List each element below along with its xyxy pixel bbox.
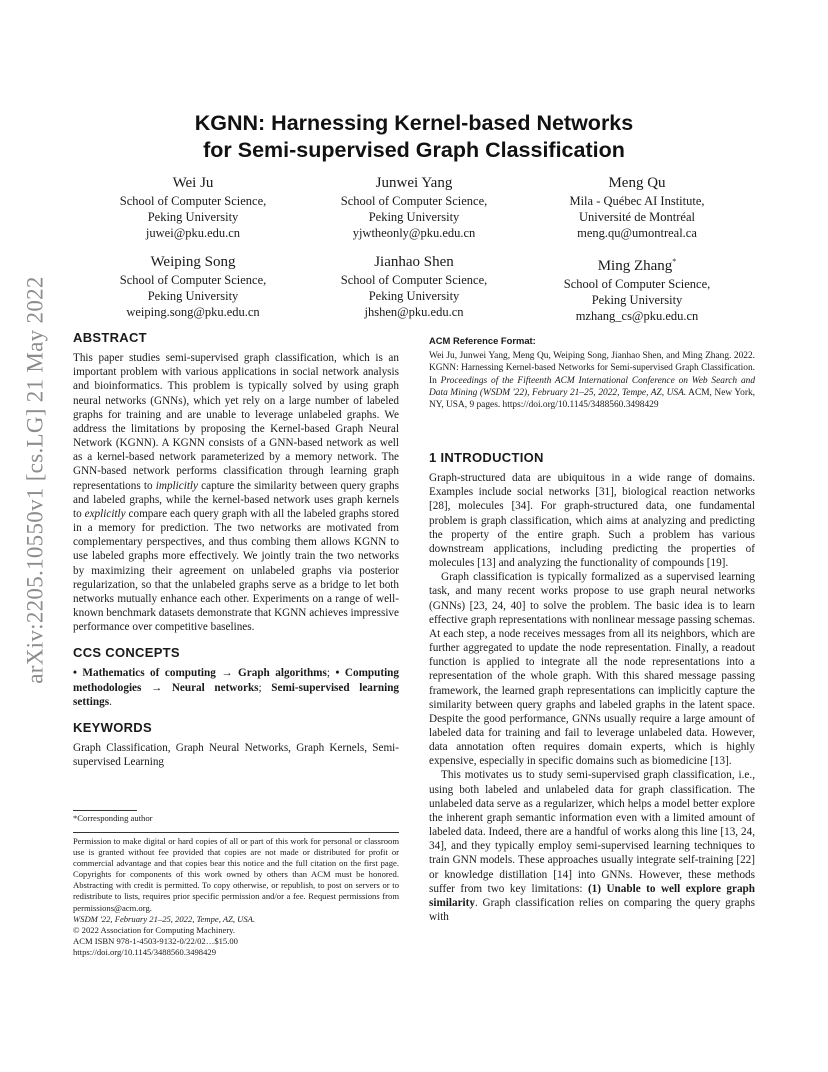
emphasis: implicitly [155,479,199,492]
corresponding-mark: * [672,257,677,266]
permission-block [73,836,399,958]
intro-paragraph: Graph classification is typically formalized as a supervised learning task, and many recent works propose to use graph neural networks (GNNs) [23, 24, 40] to solve the problem. The basic idea is to learn effective graph representations with nonlinear message passing schemas. At each step, a node receives messages from all its neighbors, which are further aggregated to update the node representation. Finally, a readout function is applied to integrate all the node representations into a representation of the whole graph. With this shared message passing framework, the learned graph representations can implicitly capture the similarity between query graphs and labeled graphs in the latent space. Despite the good performance, GNNs usually require a large amount of labeled data for training and fail to leverage unlabeled data. However, data annotation often requires domain experts, which is highly expensive, especially in specific domains such as biomedicine [13]. [429,571,755,768]
author-name: Weiping Song [150,254,236,270]
author-affiliation: School of Computer Science, [119,273,267,287]
abstract-text: This paper studies semi-supervised graph classification, which is an important problem with various applications in social network analysis and bioinformatics. This problem is typically solved by using graph neural networks (GNNs), which yet rely on a large number of labeled graphs for training and are unable to leverage unlabeled graphs. We address the limitations by proposing the Kernel-based Graph Neural Network (KGNN). A KGNN consists of a GNN-based network as well as a kernel-based network parameterized by a memory network. The GNN-based network performs classification through learning graph representations to implicitly capture the similarity between query graphs and labeled graphs, while the kernel-based network uses graph kernels to explicitly compare each query graph with all the labeled graphs stored in a memory for prediction. The two networks are motivated from complementary perspectives, and thus combing them allows KGNN to use labeled graphs more effectively. We jointly train the two networks by maximizing their agreement on unlabeled graphs via posterior regularization, so that the unlabeled graphs serve as a bridge to let both networks mutually enhance each other. Experiments on a range of well-known benchmark datasets demonstrate that KGNN achieves impressive performance over competitive baselines. [73,352,399,634]
author-institution: Peking University [368,289,460,303]
title-line-1: KGNN: Harnessing Kernel-based Networks [194,111,634,135]
author-block [93,253,293,320]
author-block [93,174,293,241]
author-name: Jianhao Shen [374,254,454,270]
ccs-heading: CCS CONCEPTS [73,645,180,661]
intro-paragraph: This motivates us to study semi-supervised graph classification, i.e., using both labeled and unlabeled data for graph classification. The unlabeled data serve as a regularizer, which helps a model better explore the inherent graph semantic information even with a limited amount of labeled data. Indeed, there are a handful of works along this line [13, 24, 34], and they typically employ semi-supervised learning techniques to train GNN models. These approaches usually integrate self-training [22] or knowledge distillation [14] into GNNs. However, these methods suffer from two key limitations: (1) Unable to well explore graph similarity. Graph classification relies on comparing the query graphs with [429,769,755,923]
intro-heading: 1 INTRODUCTION [429,450,544,465]
author-email: juwei@pku.edu.cn [145,226,241,240]
intro-paragraph: Graph-structured data are ubiquitous in a wide range of domains. Examples include social networks [31], biological reaction networks [28], molecules [34]. For graph-structured data, one fundamental problem is graph classification, which aims at analyzing and predicting the property of the entire graph. Such a problem has various downstream applications, including predicting the properties of molecules [13] and analyzing the functionality of compounds [19]. [429,472,755,570]
author-email: jhshen@pku.edu.cn [364,305,464,319]
arxiv-stamp [20,276,52,684]
author-affiliation: Mila - Québec AI Institute, [569,194,705,208]
venue-text: WSDM '22, February 21–25, 2022, Tempe, AZ, USA. [73,913,256,924]
keywords-heading: KEYWORDS [73,719,152,735]
author-email: yjwtheonly@pku.edu.cn [352,226,476,240]
copyright-text: © 2022 Association for Computing Machinery. [73,924,236,935]
emphasis: explicitly [84,507,126,520]
author-institution: Peking University [147,210,239,224]
acm-ref-text: Wei Ju, Junwei Yang, Meng Qu, Weiping Song, Jianhao Shen, and Ming Zhang. 2022. KGNN: Harnessing Kernel-based Networks for Semi-supervised Graph Classification. In Proceedings of the Fifteenth ACM International Conference on Web Search and Data Mining (WSDM '22), February 21–25, 2022, Tempe, AZ, USA. ACM, New York, NY, USA, 9 pages. https://doi.org/10.1145/3488560.3498429 [429,351,756,411]
left-column [73,331,399,769]
proceedings: Proceedings of the Fifteenth ACM International Conference on Web Search and Data Mining (WSDM '22), February 21–25, 2022, Tempe, AZ, USA. [429,375,756,398]
permission-rule [73,832,399,833]
author-affiliation: School of Computer Science, [340,194,488,208]
author-block [537,174,737,241]
author-block [537,253,737,324]
keywords-text: Graph Classification, Graph Neural Networks, Graph Kernels, Semi-supervised Learning [73,742,399,769]
author-institution: Peking University [147,289,239,303]
title-line-2: for Semi-supervised Graph Classification [203,138,625,162]
footnote-text: *Corresponding author [73,813,153,823]
author-name: Ming Zhang* [597,257,677,274]
acm-ref-heading: ACM Reference Format: [429,335,536,346]
doi-text: https://doi.org/10.1145/3488560.3498429 [73,946,216,957]
author-name: Meng Qu [608,175,666,191]
author-institution: Université de Montréal [579,210,695,224]
ccs-text: • Mathematics of computing → Graph algorithms; • Computing methodologies → Neural networks; Semi-supervised learning settings. [73,667,400,708]
footnote-rule [73,810,137,811]
arxiv-id: arXiv:2205.10550v1 [cs.LG] 21 May 2022 [23,276,48,684]
author-affiliation: School of Computer Science, [119,194,267,208]
footnote [73,813,399,824]
author-institution: Peking University [368,210,460,224]
author-name: Junwei Yang [375,175,453,191]
permission-text: Permission to make digital or hard copies of all or part of this work for personal or classroom use is granted without fee provided that copies are not made or distributed for profit or commercial advantage and that copies bear this notice and the full citation on the first page. Copyrights for components of this work owned by others than ACM must be honored. Abstracting with credit is permitted. To copy otherwise, or republish, to post on servers or to redistribute to lists, requires prior specific permission and/or a fee. Request permissions from permissions@acm.org. [73,836,399,913]
author-block [314,174,514,241]
paper-title [120,110,708,164]
acm-reference [429,335,755,411]
author-block [314,253,514,320]
author-email: weiping.song@pku.edu.cn [126,305,260,319]
author-affiliation: School of Computer Science, [563,277,711,291]
author-email: mzhang_cs@pku.edu.cn [575,309,699,323]
author-email: meng.qu@umontreal.ca [577,226,697,240]
author-name: Wei Ju [172,175,214,191]
author-affiliation: School of Computer Science, [340,273,488,287]
abstract-heading: ABSTRACT [73,330,147,345]
author-institution: Peking University [591,293,683,307]
isbn-text: ACM ISBN 978-1-4503-9132-0/22/02…$15.00 [73,935,238,946]
introduction-section [429,451,755,924]
limitation-1: (1) Unable to well explore graph similarity [429,882,755,909]
